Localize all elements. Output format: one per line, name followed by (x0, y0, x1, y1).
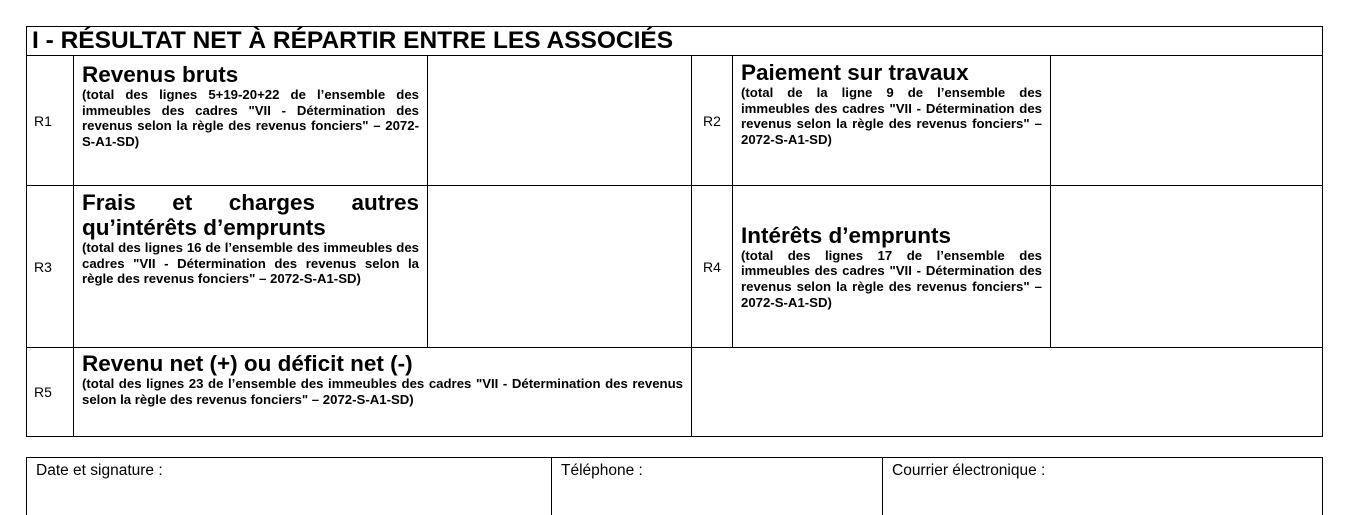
line-code-r3: R3 (27, 186, 74, 347)
label-r2 (733, 56, 1051, 185)
form-row-r3-r4 (27, 186, 1322, 348)
title-r5: Revenu net (+) ou déficit net (-) (82, 351, 413, 376)
telephone-label: Téléphone : (561, 462, 643, 479)
label-r4 (733, 186, 1051, 347)
date-signature-field[interactable] (27, 458, 552, 515)
telephone-field[interactable] (552, 458, 883, 515)
line-code-r5: R5 (27, 348, 74, 436)
description-r2: (total de la ligne 9 de l’ensemble des immeubles des cadres "VII - Détermination des revenus selon la règle des revenus fonciers" – 2072-S-A1-SD) (741, 85, 1042, 147)
signature-footer (26, 457, 1323, 515)
label-r3 (74, 186, 428, 347)
email-label: Courrier électronique : (892, 462, 1046, 479)
date-signature-label: Date et signature : (36, 462, 163, 479)
title-r4: Intérêts d’emprunts (741, 222, 952, 248)
label-r5 (74, 348, 692, 436)
email-field[interactable] (883, 458, 1322, 515)
amount-field-r2[interactable] (1051, 56, 1322, 185)
form-row-r5 (27, 348, 1322, 436)
title-r1: Revenus bruts (82, 62, 239, 87)
line-code-r4: R4 (692, 186, 733, 347)
result-form (26, 26, 1323, 437)
section-title: I - RÉSULTAT NET À RÉPARTIR ENTRE LES ASSOCIÉS (27, 27, 1322, 56)
line-code-r2: R2 (692, 56, 733, 185)
description-r4: (total des lignes 17 de l’ensemble des immeubles des cadres "VII - Détermination des revenus selon la règle des revenus fonciers" – 2072-S-A1-SD) (741, 247, 1042, 310)
title-r2: Paiement sur travaux (741, 60, 969, 85)
amount-field-r3[interactable] (428, 186, 692, 347)
description-r5: (total des lignes 23 de l’ensemble des immeubles des cadres "VII - Détermination des revenus selon la règle des revenus fonciers" – 2072-S-A1-SD) (82, 376, 683, 407)
amount-field-r5[interactable] (692, 348, 1322, 436)
title-r3: Frais et charges autres qu’intérêts d’emprunts (82, 190, 419, 240)
label-r1 (74, 56, 428, 185)
amount-field-r4[interactable] (1051, 186, 1322, 347)
form-row-r1-r2 (27, 56, 1322, 186)
description-r1: (total des lignes 5+19-20+22 de l’ensemble des immeubles des cadres "VII - Détermination des revenus selon la règle des revenus fonciers" – 2072-S-A1-SD) (82, 87, 419, 149)
description-r3: (total des lignes 16 de l’ensemble des immeubles des cadres "VII - Détermination des revenus selon la règle des revenus fonciers" – 2072-S-A1-SD) (82, 240, 419, 287)
amount-field-r1[interactable] (428, 56, 692, 185)
line-code-r1: R1 (27, 56, 74, 185)
